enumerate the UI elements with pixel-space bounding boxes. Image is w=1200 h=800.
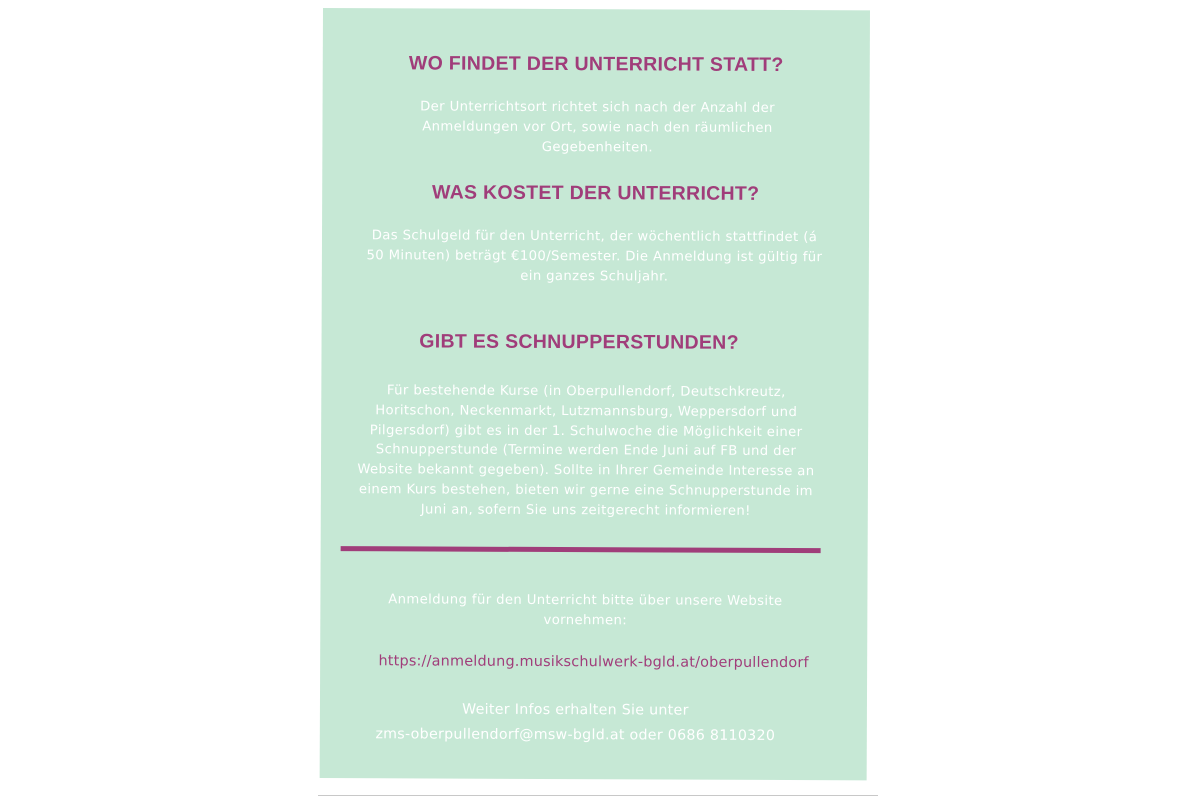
paragraph-trial-line-3: Pilgersdorf) gibt es in der 1. Schulwoche die Möglichkeit einer <box>369 422 803 440</box>
registration-link[interactable]: https://anmeldung.musikschulwerk-bgld.at/oberpullendorf <box>378 653 809 672</box>
heading-trial-lessons: GIBT ES SCHNUPPERSTUNDEN? <box>419 330 739 354</box>
section-divider <box>341 546 821 553</box>
paragraph-cost-line-3: ein ganzes Schuljahr. <box>520 268 669 285</box>
heading-location: WO FINDET DER UNTERRICHT STATT? <box>408 52 784 77</box>
flyer-page <box>320 8 870 780</box>
registration-line-1: Anmeldung für den Unterricht bitte über unsere Website <box>388 592 783 610</box>
paragraph-location-line-3: Gegebenheiten. <box>541 139 654 156</box>
registration-line-2: vornehmen: <box>543 612 628 629</box>
paragraph-location-line-1: Der Unterrichtsort richtet sich nach der Anzahl der <box>420 99 776 116</box>
paragraph-location <box>332 97 862 159</box>
paragraph-trial-line-1: Für bestehende Kurse (in Oberpullendorf, Deutschkreutz, <box>386 383 786 401</box>
paragraph-location-line-2: Anmeldungen vor Ort, sowie nach den räumlichen <box>422 119 773 136</box>
paragraph-cost-line-2: 50 Minuten) beträgt €100/Semester. Die Anmeldung ist gültig für <box>366 247 823 265</box>
paragraph-cost-line-1: Das Schulgeld für den Unterricht, der wöchentlich stattfindet (á <box>371 228 818 246</box>
paragraph-trial-line-6: einem Kurs bestehen, bieten wir gerne eine Schnupperstunde im <box>358 482 813 500</box>
contact-line-1: Weiter Infos erhalten Sie unter <box>462 701 689 719</box>
paragraph-trial-line-4: Schnupperstunde (Termine werden Ende Juni auf FB und der <box>375 442 797 460</box>
paragraph-trial-line-2: Horitschon, Neckenmarkt, Lutzmannsburg, Weppersdorf und <box>375 403 798 420</box>
paragraph-trial-line-5: Website bekannt gegeben). Sollte in Ihrer Gemeinde Interesse an <box>357 462 815 480</box>
paragraph-trial-line-7: Juni an, sofern Sie uns zeitgerecht informieren! <box>420 502 751 519</box>
scan-edge-line <box>318 795 878 796</box>
heading-cost: WAS KOSTET DER UNTERRICHT? <box>431 181 760 205</box>
registration-text <box>320 590 850 632</box>
paragraph-cost <box>322 226 867 288</box>
contact-line-2: zms-oberpullendorf@msw-bgld.at oder 0686 8110320 <box>375 726 776 744</box>
paragraph-trial-lessons <box>321 381 852 522</box>
